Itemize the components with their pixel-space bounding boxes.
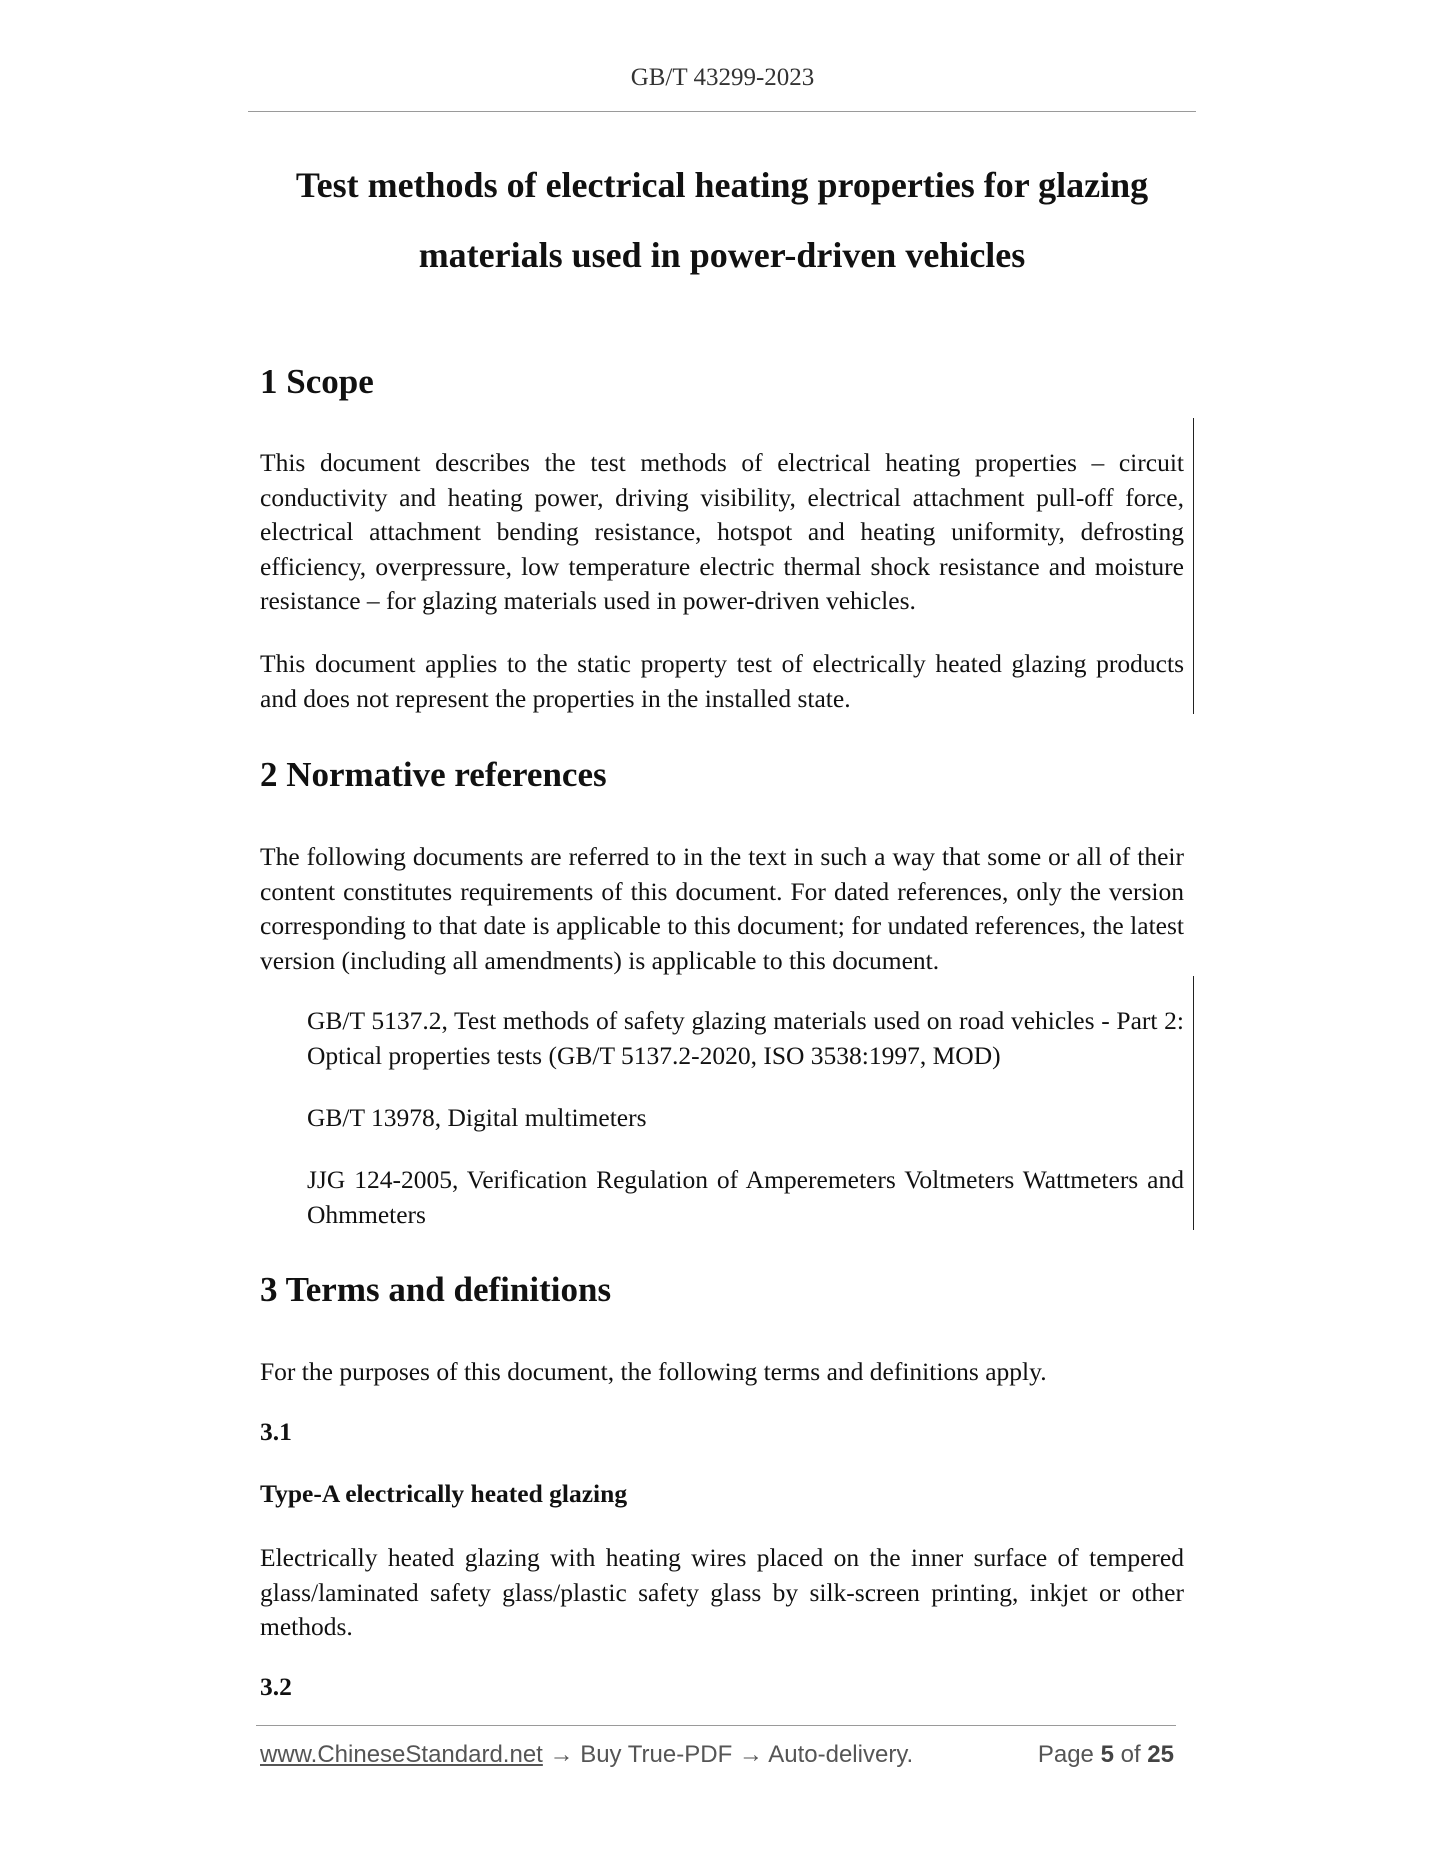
of-label: of [1120,1741,1141,1768]
document-title [248,150,1196,290]
page-number: 5 [1100,1741,1114,1768]
section-2-heading: 2 Normative references [260,755,607,794]
page-label: Page [1037,1741,1094,1768]
page-footer [260,1741,1176,1775]
title-line-1: Test methods of electrical heating properties for glazing [295,165,1149,205]
section-1-heading: 1 Scope [260,362,374,401]
references-intro: The following documents are referred to in the text in such a way that some or all of their content constitutes requirements of this document. For dated references, only the version corresponding to that date is applicable to this document; for undated references, the latest version (including all amendments) is applicable to this document. [260,842,1184,975]
buy-pdf-link[interactable]: Buy True-PDF [580,1741,733,1768]
term-number: 3.1 [260,1417,292,1446]
change-bar [1193,418,1194,714]
footer-divider [256,1725,1176,1726]
term-number: 3.2 [260,1672,292,1701]
section-3-heading: 3 Terms and definitions [260,1270,612,1309]
page-total: 25 [1147,1741,1174,1768]
page-indicator [1038,1741,1174,1769]
terms-intro: For the purposes of this document, the following terms and definitions apply. [260,1357,1047,1386]
scope-paragraph-1: This document describes the test methods of electrical heating properties – circuit conductivity and heating power, driving visibility, electrical attachment pull-off force, electrical attachment bending resistance, hotspot and heating uniformity, defrosting efficiency, overpressure, low temperature electric thermal shock resistance and moisture resistance – for glazing materials used in power-driven vehicles. [260,448,1184,616]
title-line-2: materials used in power-driven vehicles [418,235,1026,275]
reference-item: GB/T 5137.2, Test methods of safety glazing materials used on road vehicles - Part 2: Optical properties tests (GB/T 5137.2-2020, ISO 3538:1997, MOD) [307,1006,1184,1070]
scope-paragraph-2: This document applies to the static property test of electrically heated glazing products and does not represent the properties in the installed state. [260,649,1184,713]
website-link[interactable]: www.ChineseStandard.net [260,1741,543,1768]
term-name: Type-A electrically heated glazing [260,1479,628,1508]
reference-item: JJG 124-2005, Verification Regulation of Amperemeters Voltmeters Wattmeters and Ohmmeters [307,1165,1184,1229]
delivery-text: Auto-delivery. [768,1741,914,1768]
term-definition: Electrically heated glazing with heating wires placed on the inner surface of tempered glass/laminated safety glass/plastic safety glass by silk-screen printing, inkjet or other methods. [260,1543,1184,1642]
arrow-icon: → [738,1741,763,1768]
header-divider [248,111,1196,112]
document-code-header: GB/T 43299-2023 [630,64,815,91]
change-bar [1193,976,1194,1230]
reference-item: GB/T 13978, Digital multimeters [307,1103,647,1132]
arrow-icon: → [549,1741,574,1768]
